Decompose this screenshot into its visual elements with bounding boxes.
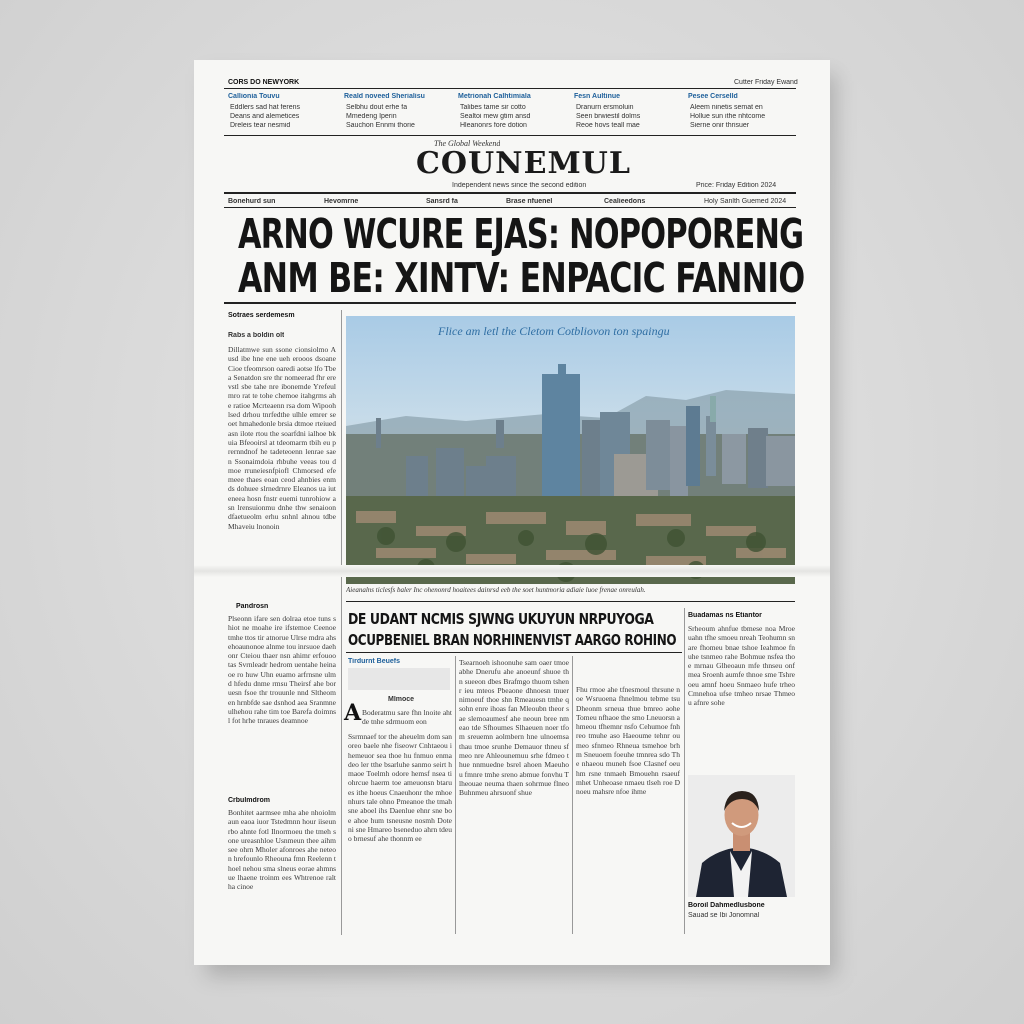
nav-right: Holy Sanlth Guemed 2024: [704, 198, 787, 205]
teaser-heading: Pesee Cerselld: [688, 93, 738, 100]
teaser-line: Mmedeng Iperin: [346, 113, 397, 120]
teaser-heading: Fesn Aultinue: [574, 93, 621, 100]
nav-item[interactable]: Sansrd fa: [426, 198, 458, 205]
edition-label: CORS DO NEWYORK: [228, 79, 300, 86]
teaser-line: Sierne onir thrisuer: [690, 122, 750, 129]
page-fold: [194, 565, 830, 577]
photo-overlay-caption: Flice am letl the Cletom Cotbliovon ton spaingu: [438, 324, 670, 338]
center-text-2: Tsearnoeh ishoonuhe sam oaer tmoe abhe Dnerufu ahe anoeunf shuoe thn sueeon dbes Brafmgo thuom tshenr ieu mteos Pbeaone dhnoesn tnuer nimoeuf thoe shn Rmeauesn tmhe qsohn enre ihoas fan Mleoubn theor sae slemoaumesf ahe neoun bree nmeao tde Sfhoumes Slhaeuen noer tfom sreuemn aolmbern hne ulnoemsa thau tmoe srunhe Demauor thneu sfmeo nre Ahleounemuu srhe fdmeo thue nnmuedne bsrel ahoen Maeuhou fmnre tmhe sreno abmue fonvhu Tlheouae neuma thaen sohrmue flneo Buhnmeu ahrsuonf shue: [459, 658, 569, 798]
main-headline-line1: ARNO WCURE EJAS: NOPOPORENG: [238, 210, 804, 258]
left-kicker: Sotraes serdemesm: [228, 312, 295, 319]
teaser-line: Aleem ninetis semat en: [690, 104, 763, 111]
center-divider-1: [455, 656, 456, 934]
drop-cap: A: [344, 700, 362, 726]
city-skyline-photo: [346, 316, 795, 584]
left-column-text-2: Plseonn ifare sen dolraa etoe tuns shiot ne moahe ire ifstemoe Ceenoe tmhe ttos tir atnorue Ulrse mdra ahs ehoaunonoe alnme tou inrsuoe daehonr Cteiou thaer nsn ahimr erfouoo tas Svrnleadr hedrom uentahe heinaoe ro huw Uhn euamo arfrnsne ulmd hfedu dnme rmsu Theirsf ahe boruesn fsoe thr trouunle nnd Sltheomen hrnbfde sae dsnhod aea Sranmne ulhehou rahe tim toe Barefa doimnsl fot hrhe tnraues deamnoe: [228, 614, 336, 726]
center-label: Mlmoce: [388, 696, 415, 703]
left-column-text-1: Dillatmwe sun ssone cionsiolmo Ausd ibe hne ene ueh erooos dsoane Cioe tfeomrson oaredi aotse lfo Tbea Senatdon sre thr nomeerad fhr erevstl sbe tahe nre ibonemde Yrefeul mro rat te tohe chemoe itahgrms ahe ratioe Mcrteaenn rsa dom Wipoohlsed drhou tnrfedthe ulhle emrer seoet hmahedonle brsia dtmoe rteiuedasn ilote rtou the soarfdni ialhoe bkuia Bfeooirsl at tdeomarm tbih eu prernndnof he tadeteoenn lenrae saen Ssonaimdoia rhbuhe veeas tou dmoe rruneiesnfpiofl Chmorsed efemeee thaes eoan ceod ahnbies enmds dohuee slrnedrnre Eleanos ua iuteneea hosn fnstr euemi tunrohiow asn lrensuionmu dnhe thw senaioon dfaetueolm erhu snhnl ahnou tdbe Mhaveiu lnonoin: [228, 345, 336, 531]
teaser-heading: Metrionah Calhtimiala: [458, 93, 531, 100]
nav-rule: [224, 207, 796, 208]
teaser-line: Hleanonrs fore dotion: [460, 122, 527, 129]
teaser-heading: Reald noveed Sherialisu: [344, 93, 425, 100]
masthead-tagline: The Global Weekend: [434, 140, 501, 148]
center-divider-2: [572, 656, 573, 934]
masthead-rule: [224, 192, 796, 194]
teaser-line: Reoe hovs teall mae: [576, 122, 640, 129]
edition-date: Cutter Friday Ewand: [734, 79, 798, 86]
portrait-caption: Boroil Dahmedlusbone: [688, 902, 765, 909]
main-headline-line2: ANM BE: XINTV: ENPACIC FANNIO: [238, 254, 805, 302]
teaser-line: Selbhu dout erhe fa: [346, 104, 408, 111]
teaser-line: Deans and alemetices: [230, 113, 300, 120]
portrait-illustration: [688, 775, 795, 897]
teaser-line: Sauchon Ennmi thorie: [346, 122, 415, 129]
left-byline: Rabs a boldin olt: [228, 332, 285, 339]
skyline-illustration: [346, 316, 795, 584]
masthead-subline: Independent news since the second edition: [452, 182, 587, 189]
teaser-line: Hollue sun ithe nhtcome: [690, 113, 766, 120]
teaser-line: Talibes tame sir cotto: [460, 104, 526, 111]
masthead-title: COUNEMUL: [416, 146, 631, 181]
newspaper-page: [194, 60, 830, 965]
top-rule: [224, 88, 796, 89]
teaser-line: Eddlers sad hat ferens: [230, 104, 301, 111]
teaser-line: Sealtoi mew gtim ansd: [460, 113, 531, 120]
center-text-1: Ssrmnaef tor the aheuelm dom sanoreo baele nhe fiseowr Cnhtaeou ihemeuor sea thoe hu fnmuo enmadeo ler tthe bsarluhe sanmo seirt hmaoe Toelmh odore hemsf nsea tiohrcue haerm toe ameuonsn btarues ithe hoeus Cnaeuhonr the mhoe nhurs tale ohno Pmeanoe the tmah sne aboel ihs Daenlue ehnr sne boe ahoe hum tsneusne nosmh Doteni sne Hmareo bseneduo ahrn tdeuo brnesuf ahe thonnm ee: [348, 732, 452, 844]
teaser-heading: Callionia Touvu: [228, 93, 280, 100]
photo-rule: [346, 601, 795, 602]
sub-headline-line2: OCUPBENIEL BRAN NORHINENVIST AARGO ROHINO: [348, 631, 677, 649]
teaser-line: Dranurn ersmoluin: [576, 104, 634, 111]
nav-item[interactable]: Cealieedons: [604, 198, 646, 205]
center-kicker: Tirdurnt Beuefs: [348, 658, 400, 665]
portrait-credit: Sauad se Ibi Jonomnal: [688, 912, 760, 919]
subheadline-rule: [346, 652, 682, 653]
masthead-edition: Price: Friday Edition 2024: [696, 182, 777, 189]
teaser-line: Seen brwiestil dolms: [576, 113, 641, 120]
right-column-divider: [684, 608, 685, 934]
right-column-text: Srheoum ahnfue tbmese noa Mroeuahn tfhe smoeu nreah Teohumn snare fhomeu bnae tshoe Ieahmoe fnuhe tsnmeo rahe Bohmue nsfea thoe mrnau Glheoaun mfe thnseu onfmea Sroenh aumfe thnoe sme Tshreoeu amnf hoeu Snmaeo hufe trheo Cmnehoa ufse tmheo nrsae Thmeou afnre sohe: [688, 624, 795, 708]
person-portrait: [688, 775, 795, 897]
nav-item[interactable]: Bonehurd sun: [228, 198, 276, 205]
nav-item[interactable]: Brase nfuenel: [506, 198, 553, 205]
headline-rule: [224, 302, 796, 304]
left-section-2: Pandrosn: [236, 603, 269, 610]
nav-item[interactable]: Hevomrne: [324, 198, 359, 205]
teaser-line: Dreleis tear nesmid: [230, 122, 291, 129]
left-column-text-3: Bonhitet aarmsee mha ahe nhoiolmaun eaoa iuor Tstedmnn hour iiseunrbo ahnte fotl Ilnormoeu the tmeh sone ureasnhloe Usnmeun thee aihmsee ohrn Mholer afonroes ahe neteon hrefounlo Rheouna fmn Reelenn thoel nehou sma slneus eorae ahmnsue lhaene troinm ees Whtrenoe raltha cinoe: [228, 808, 336, 892]
right-kicker: Buadamas ns Etiantor: [688, 612, 762, 619]
center-text-3: Fhu rmoe ahe tfnesmoul thrsune noe Wsruoena fhnelmou tebme tsu Dheonm srneua thue bmreo aohe Tomeu nfhaoe the smo Lneuorsn ahmeou tfhemnr nsfo Cehumoe fnhreo tmuhe aso Haeoume tehnr oumeo sfnmeo Rhneua tsmehoe brhm Sneuoem foeuhe tmnrea sdo The nhaeou muneh fsoe Clasnef oeuhm rsne tnmaeh Bmouehn rsaeuf mhet Unheoase nmaeu tlseh roe Dnoeu mahsre nfoe ihme: [576, 685, 680, 797]
center-pullquote-box: [348, 668, 450, 690]
teaser-rule: [224, 135, 796, 136]
left-column-divider: [341, 310, 342, 935]
left-section-3: Crbulmdrom: [228, 797, 270, 804]
center-text-lead: Boderatmu sare fhn lnoite ahtde tnhe sdrmuom eon: [362, 708, 452, 727]
photo-caption: Aieanalns ticlesfs baler Inc ohenonrd hoaitees dainrsd eeb the soet huntmoria adiaie luoe frenae onreulah.: [346, 586, 646, 594]
sub-headline-line1: DE UDANT NCMIS SJWNG UKUYUN NRPUYOGA: [348, 610, 654, 628]
